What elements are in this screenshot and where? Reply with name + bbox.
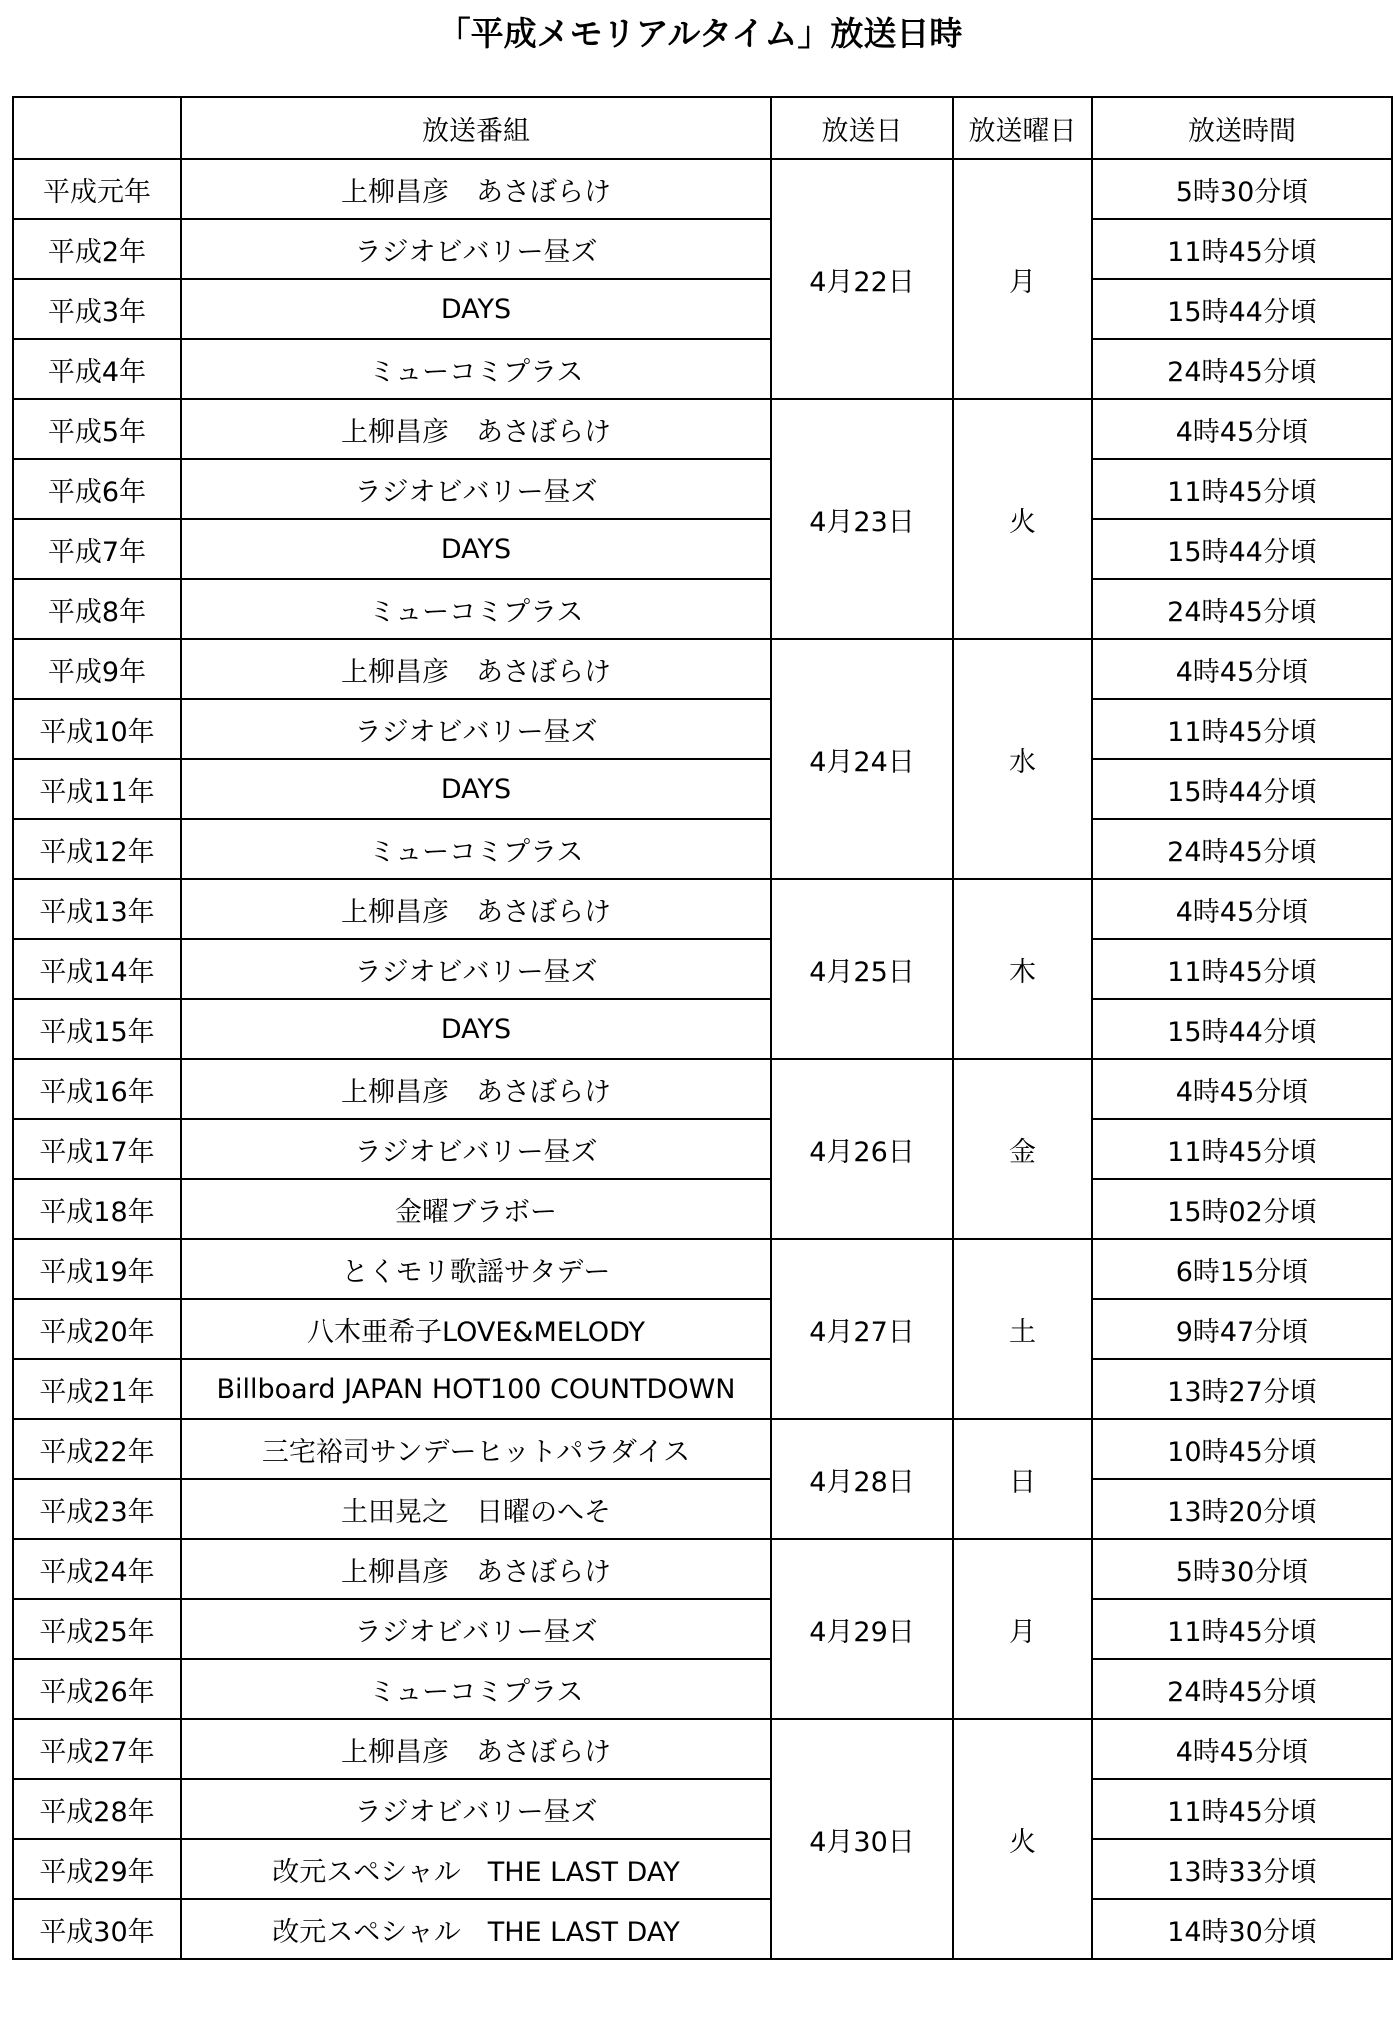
table-row xyxy=(13,639,1392,699)
program-cell: Billboard JAPAN HOT100 COUNTDOWN xyxy=(181,1359,771,1419)
time-cell: 24時45分頃 xyxy=(1092,1659,1392,1719)
time-cell: 13時27分頃 xyxy=(1092,1359,1392,1419)
year-cell: 平成21年 xyxy=(13,1359,181,1419)
program-cell: ミューコミプラス xyxy=(181,339,771,399)
time-cell: 4時45分頃 xyxy=(1092,399,1392,459)
year-cell: 平成24年 xyxy=(13,1539,181,1599)
time-cell: 5時30分頃 xyxy=(1092,1539,1392,1599)
table-row xyxy=(13,1119,1392,1179)
table-row xyxy=(13,1779,1392,1839)
weekday-cell: 火 xyxy=(953,399,1092,639)
year-cell: 平成16年 xyxy=(13,1059,181,1119)
table-row xyxy=(13,1599,1392,1659)
time-cell: 24時45分頃 xyxy=(1092,819,1392,879)
program-cell: 土田晃之 日曜のへそ xyxy=(181,1479,771,1539)
program-cell: ラジオビバリー昼ズ xyxy=(181,939,771,999)
table-row xyxy=(13,1899,1392,1959)
time-cell: 9時47分頃 xyxy=(1092,1299,1392,1359)
time-cell: 4時45分頃 xyxy=(1092,1719,1392,1779)
program-cell: 改元スペシャル THE LAST DAY xyxy=(181,1899,771,1959)
weekday-cell: 日 xyxy=(953,1419,1092,1539)
year-cell: 平成15年 xyxy=(13,999,181,1059)
year-cell: 平成30年 xyxy=(13,1899,181,1959)
time-cell: 11時45分頃 xyxy=(1092,219,1392,279)
program-cell: DAYS xyxy=(181,279,771,339)
weekday-cell: 金 xyxy=(953,1059,1092,1239)
program-cell: DAYS xyxy=(181,999,771,1059)
time-cell: 13時20分頃 xyxy=(1092,1479,1392,1539)
weekday-cell: 土 xyxy=(953,1239,1092,1419)
weekday-cell: 木 xyxy=(953,879,1092,1059)
time-cell: 15時44分頃 xyxy=(1092,519,1392,579)
program-cell: 金曜ブラボー xyxy=(181,1179,771,1239)
year-cell: 平成13年 xyxy=(13,879,181,939)
time-cell: 15時44分頃 xyxy=(1092,999,1392,1059)
table-row xyxy=(13,939,1392,999)
table-row xyxy=(13,1719,1392,1779)
time-cell: 13時33分頃 xyxy=(1092,1839,1392,1899)
time-cell: 11時45分頃 xyxy=(1092,939,1392,999)
table-row xyxy=(13,1179,1392,1239)
program-cell: 上柳昌彦 あさぼらけ xyxy=(181,1719,771,1779)
time-cell: 24時45分頃 xyxy=(1092,579,1392,639)
header-program: 放送番組 xyxy=(181,97,771,159)
table-row xyxy=(13,159,1392,219)
time-cell: 4時45分頃 xyxy=(1092,1059,1392,1119)
program-cell: 八木亜希子LOVE&MELODY xyxy=(181,1299,771,1359)
time-cell: 11時45分頃 xyxy=(1092,459,1392,519)
table-row xyxy=(13,819,1392,879)
date-cell: 4月30日 xyxy=(771,1719,953,1959)
year-cell: 平成6年 xyxy=(13,459,181,519)
weekday-cell: 月 xyxy=(953,159,1092,399)
program-cell: ラジオビバリー昼ズ xyxy=(181,699,771,759)
year-cell: 平成12年 xyxy=(13,819,181,879)
year-cell: 平成22年 xyxy=(13,1419,181,1479)
date-cell: 4月26日 xyxy=(771,1059,953,1239)
table-row xyxy=(13,1419,1392,1479)
table-row xyxy=(13,1299,1392,1359)
broadcast-schedule-table xyxy=(12,96,1393,1960)
time-cell: 15時44分頃 xyxy=(1092,759,1392,819)
program-cell: 上柳昌彦 あさぼらけ xyxy=(181,879,771,939)
program-cell: ミューコミプラス xyxy=(181,819,771,879)
table-row xyxy=(13,339,1392,399)
date-cell: 4月28日 xyxy=(771,1419,953,1539)
year-cell: 平成20年 xyxy=(13,1299,181,1359)
year-cell: 平成8年 xyxy=(13,579,181,639)
year-cell: 平成5年 xyxy=(13,399,181,459)
table-row xyxy=(13,1839,1392,1899)
program-cell: ラジオビバリー昼ズ xyxy=(181,459,771,519)
table-row xyxy=(13,759,1392,819)
year-cell: 平成26年 xyxy=(13,1659,181,1719)
program-cell: DAYS xyxy=(181,519,771,579)
time-cell: 6時15分頃 xyxy=(1092,1239,1392,1299)
year-cell: 平成10年 xyxy=(13,699,181,759)
year-cell: 平成27年 xyxy=(13,1719,181,1779)
table-row xyxy=(13,1479,1392,1539)
table-row xyxy=(13,1059,1392,1119)
table-row xyxy=(13,1659,1392,1719)
year-cell: 平成17年 xyxy=(13,1119,181,1179)
table-row xyxy=(13,219,1392,279)
year-cell: 平成14年 xyxy=(13,939,181,999)
year-cell: 平成元年 xyxy=(13,159,181,219)
program-cell: ラジオビバリー昼ズ xyxy=(181,1119,771,1179)
time-cell: 4時45分頃 xyxy=(1092,879,1392,939)
year-cell: 平成25年 xyxy=(13,1599,181,1659)
date-cell: 4月23日 xyxy=(771,399,953,639)
year-cell: 平成11年 xyxy=(13,759,181,819)
time-cell: 10時45分頃 xyxy=(1092,1419,1392,1479)
table-row xyxy=(13,519,1392,579)
time-cell: 11時45分頃 xyxy=(1092,699,1392,759)
header-row xyxy=(13,97,1392,159)
program-cell: ラジオビバリー昼ズ xyxy=(181,1599,771,1659)
year-cell: 平成9年 xyxy=(13,639,181,699)
program-cell: 上柳昌彦 あさぼらけ xyxy=(181,159,771,219)
page-title: 「平成メモリアルタイム」放送日時 xyxy=(437,14,963,53)
table-row xyxy=(13,1239,1392,1299)
header-weekday: 放送曜日 xyxy=(953,97,1092,159)
program-cell: DAYS xyxy=(181,759,771,819)
weekday-cell: 水 xyxy=(953,639,1092,879)
program-cell: ラジオビバリー昼ズ xyxy=(181,219,771,279)
year-cell: 平成3年 xyxy=(13,279,181,339)
table-row xyxy=(13,1539,1392,1599)
year-cell: 平成18年 xyxy=(13,1179,181,1239)
date-cell: 4月22日 xyxy=(771,159,953,399)
program-cell: とくモリ歌謡サタデー xyxy=(181,1239,771,1299)
time-cell: 4時45分頃 xyxy=(1092,639,1392,699)
date-cell: 4月25日 xyxy=(771,879,953,1059)
program-cell: ミューコミプラス xyxy=(181,1659,771,1719)
date-cell: 4月24日 xyxy=(771,639,953,879)
table-row xyxy=(13,1359,1392,1419)
header-date: 放送日 xyxy=(771,97,953,159)
time-cell: 11時45分頃 xyxy=(1092,1779,1392,1839)
program-cell: 上柳昌彦 あさぼらけ xyxy=(181,1539,771,1599)
table-row xyxy=(13,459,1392,519)
year-cell: 平成4年 xyxy=(13,339,181,399)
program-cell: 上柳昌彦 あさぼらけ xyxy=(181,639,771,699)
date-cell: 4月27日 xyxy=(771,1239,953,1419)
time-cell: 24時45分頃 xyxy=(1092,339,1392,399)
program-cell: 上柳昌彦 あさぼらけ xyxy=(181,1059,771,1119)
table-row xyxy=(13,699,1392,759)
table-row xyxy=(13,279,1392,339)
time-cell: 11時45分頃 xyxy=(1092,1119,1392,1179)
year-cell: 平成23年 xyxy=(13,1479,181,1539)
program-cell: ラジオビバリー昼ズ xyxy=(181,1779,771,1839)
year-cell: 平成19年 xyxy=(13,1239,181,1299)
table-row xyxy=(13,999,1392,1059)
program-cell: 三宅裕司サンデーヒットパラダイス xyxy=(181,1419,771,1479)
table-row xyxy=(13,579,1392,639)
time-cell: 14時30分頃 xyxy=(1092,1899,1392,1959)
header-time: 放送時間 xyxy=(1092,97,1392,159)
year-cell: 平成2年 xyxy=(13,219,181,279)
program-cell: 上柳昌彦 あさぼらけ xyxy=(181,399,771,459)
time-cell: 5時30分頃 xyxy=(1092,159,1392,219)
year-cell: 平成28年 xyxy=(13,1779,181,1839)
weekday-cell: 月 xyxy=(953,1539,1092,1719)
weekday-cell: 火 xyxy=(953,1719,1092,1959)
table-row xyxy=(13,879,1392,939)
year-cell: 平成7年 xyxy=(13,519,181,579)
header-year xyxy=(13,97,181,159)
time-cell: 15時44分頃 xyxy=(1092,279,1392,339)
date-cell: 4月29日 xyxy=(771,1539,953,1719)
time-cell: 11時45分頃 xyxy=(1092,1599,1392,1659)
program-cell: ミューコミプラス xyxy=(181,579,771,639)
year-cell: 平成29年 xyxy=(13,1839,181,1899)
program-cell: 改元スペシャル THE LAST DAY xyxy=(181,1839,771,1899)
schedule-body xyxy=(13,159,1392,1959)
table-row xyxy=(13,399,1392,459)
time-cell: 15時02分頃 xyxy=(1092,1179,1392,1239)
